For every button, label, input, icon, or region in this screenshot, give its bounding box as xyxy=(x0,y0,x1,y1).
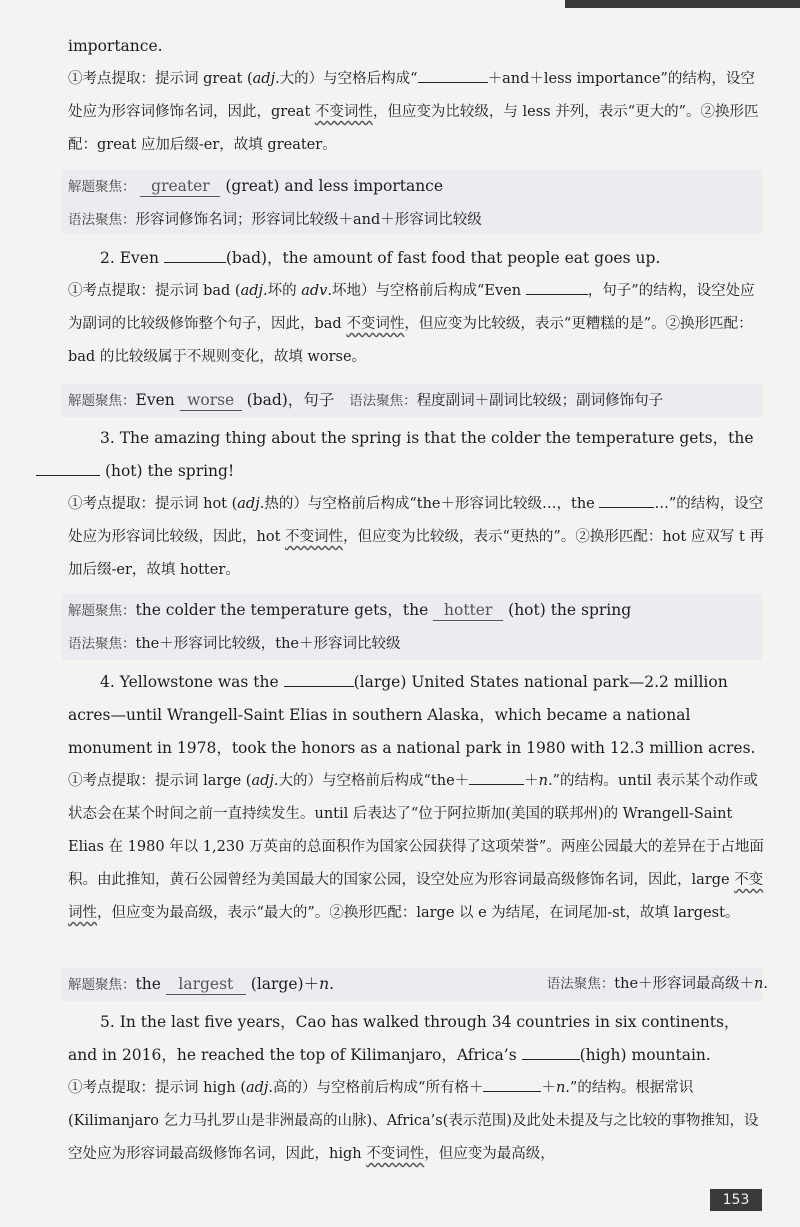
question-stem: 2. Even (bad)，the amount of fast food that people eat goes up. xyxy=(68,242,768,275)
blank xyxy=(599,489,654,508)
answer: greater xyxy=(140,176,220,197)
blank xyxy=(418,64,488,83)
solution-focus: 解题聚焦：the largest (large)＋n. 语法聚焦：the＋形容词最高级＋n. xyxy=(68,968,768,1002)
grammar-focus: 语法聚焦：the＋形容词最高级＋n. xyxy=(546,976,768,992)
solution-focus: 解题聚焦： greater (great) and less importance xyxy=(68,177,444,195)
question-stem: 3. The amazing thing about the spring is that the colder the temperature gets，the (hot) the spring! xyxy=(68,422,768,488)
blank xyxy=(522,1041,580,1060)
focus-block xyxy=(68,594,768,661)
header-bar xyxy=(565,0,800,8)
explanation: ①考点提取：提示词 high (adj.高的）与空格前后构成“所有格＋ ＋n.”的结构。根据常识(Kilimanjaro 乞力马扎罗山是非洲最高的山脉)、Africa’s(表示范围)及此处未提及与之比较的事物推知，设空处应为形容词最高级修饰名词，因此，high 不变词性，但应变为最高级， xyxy=(68,1072,768,1171)
grammar-focus: 语法聚焦：形容词修饰名词；形容词比较级＋and＋形容词比较级 xyxy=(68,212,482,228)
question-3 xyxy=(68,422,768,587)
question-2 xyxy=(68,242,768,374)
blank xyxy=(284,668,354,687)
answer: largest xyxy=(166,974,246,995)
solution-focus: 解题聚焦：the colder the temperature gets，the hotter (hot) the spring xyxy=(68,601,632,619)
blank xyxy=(483,1073,541,1092)
explanation: ①考点提取：提示词 hot (adj.热的）与空格前后构成“the＋形容词比较级…，the …”的结构，设空处应为形容词比较级，因此，hot 不变词性，但应变为比较级，表示“更热的”。②换形匹配：hot 应双写 t 再加后缀-er，故填 hotter。 xyxy=(68,488,768,587)
focus-block xyxy=(68,384,768,418)
explanation: ①考点提取：提示词 large (adj.大的）与空格前后构成“the＋ ＋n.”的结构。until 表示某个动作或状态会在某个时间之前一直持续发生。until 后表达了“位于阿拉斯加(美国的联邦州)的 Wrangell-Saint Elias 在 1980 年以 1,230 万英亩的总面积作为国家公园获得了这项荣誉”。两座公园最大的差异在于占地面积。由此推知，黄石公园曾经为美国最大的国家公园，设空处应为形容词最高级修饰名词，因此，large 不变词性，但应变为最高级，表示“最大的”。②换形匹配：large 以 e 为结尾，在词尾加-st，故填 largest。 xyxy=(68,765,768,930)
solution-focus: 解题聚焦：Even worse (bad)，句子 语法聚焦：程度副词＋副词比较级；副词修饰句子 xyxy=(68,391,664,409)
grammar-focus: 语法聚焦：the＋形容词比较级，the＋形容词比较级 xyxy=(68,636,401,652)
question-stem: 5. In the last five years，Cao has walked through 34 countries in six continents，and in 2016，he reached the top of Kilimanjaro，Africa’s (high) mountain. xyxy=(68,1013,740,1064)
question-5 xyxy=(68,1006,768,1171)
blank xyxy=(526,276,588,295)
page-number: 153 xyxy=(710,1189,762,1211)
explanation: ①考点提取：提示词 great (adj.大的）与空格后构成“ ＋and＋less importance”的结构，设空处应为形容词修饰名词，因此，great 不变词性，但应变为比较级，与 less 并列，表示“更大的”。②换形匹配：great 应加后缀-er，故填 greater。 xyxy=(68,63,768,162)
question-4 xyxy=(68,666,768,930)
answer: hotter xyxy=(433,600,503,621)
answer: worse xyxy=(180,390,242,411)
blank xyxy=(36,457,100,476)
blank xyxy=(469,766,524,785)
focus-block xyxy=(68,170,768,237)
focus-block xyxy=(68,968,768,1002)
continued-line: importance. xyxy=(68,37,163,55)
blank xyxy=(164,244,226,263)
question-stem: 4. Yellowstone was the (large) United States national park—2.2 million acres—until Wrangell-Saint Elias in southern Alaska，which became a national monument in 1978，took the honors as a national park in 1980 with 12.3 million acres. xyxy=(68,666,768,765)
section-prev xyxy=(68,30,768,162)
explanation: ①考点提取：提示词 bad (adj.坏的 adv.坏地）与空格前后构成“Even ，句子”的结构，设空处应为副词的比较级修饰整个句子，因此，bad 不变词性，但应变为比较级，表示“更糟糕的是”。②换形匹配：bad 的比较级属于不规则变化，故填 worse。 xyxy=(68,275,768,374)
